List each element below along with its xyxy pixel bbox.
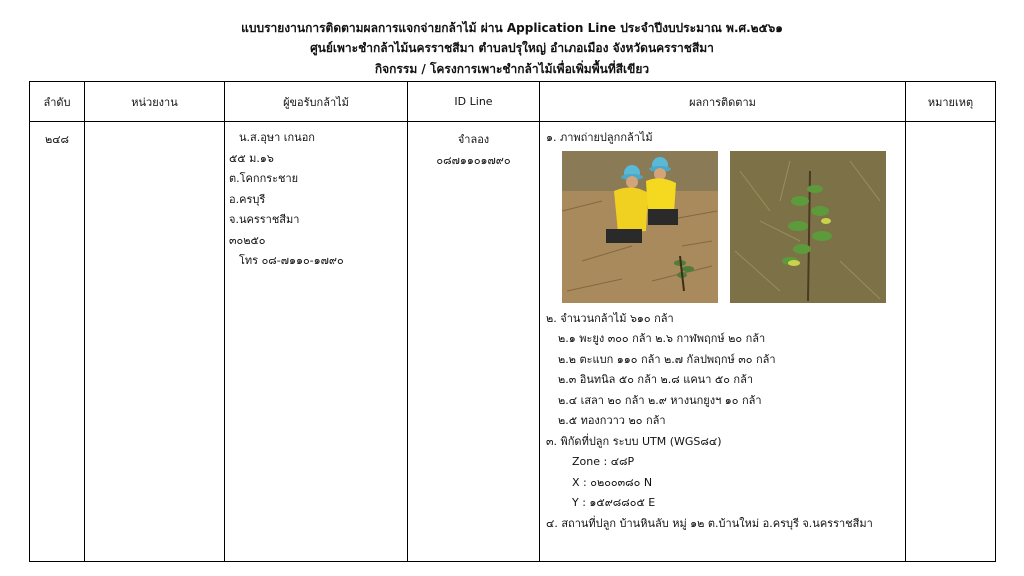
report-table — [29, 81, 996, 562]
col-header-id-line: ID Line — [408, 82, 540, 122]
row-id-line — [408, 122, 540, 562]
id-line-number: ๐๘๗๑๑๐๑๗๙๐ — [436, 153, 511, 167]
col-header-agency: หน่วยงาน — [85, 82, 225, 122]
planting-photo — [562, 151, 718, 303]
recipient-phone: โทร ๐๘-๗๑๑๐-๑๗๙๐ — [239, 254, 344, 267]
coordinate-heading: ๓. พิกัดที่ปลูก ระบบ UTM (WGS๘๔) — [546, 434, 722, 448]
row-number: ๒๔๘ — [30, 122, 85, 562]
table-row — [30, 122, 996, 562]
species-line-5: ๒.๕ ทองกวาว ๒๐ กล้า — [558, 414, 666, 427]
recipient-postcode: ๓๐๒๕๐ — [229, 233, 266, 247]
col-header-result: ผลการติดตาม — [540, 82, 906, 122]
species-line-4: ๒.๔ เสลา ๒๐ กล้า ๒.๙ หางนกยูงฯ ๑๐ กล้า — [558, 393, 762, 407]
planting-location: ๔. สถานที่ปลูก บ้านหินลับ หมู่ ๑๒ ต.บ้านใหม่ อ.ครบุรี จ.นครราชสีมา — [546, 516, 873, 530]
species-line-1: ๒.๑ พะยูง ๓๐๐ กล้า ๒.๖ กาฬพฤกษ์ ๒๐ กล้า — [558, 332, 766, 345]
report-title: แบบรายงานการติดตามผลการแจกจ่ายกล้าไม้ ผ่าน Application Line ประจำปีงบประมาณ พ.ศ.๒๕๖๑ — [241, 21, 783, 35]
col-header-no: ลำดับ — [30, 82, 85, 122]
recipient-address-house: ๕๕ ม.๑๖ — [229, 151, 274, 165]
row-result — [540, 122, 906, 562]
table-header-row — [30, 82, 996, 122]
seedling-count: ๒. จำนวนกล้าไม้ ๖๑๐ กล้า — [546, 311, 674, 325]
photo-heading: ๑. ภาพถ่ายปลูกกล้าไม้ — [546, 131, 653, 144]
row-remark — [906, 122, 996, 562]
col-header-remark: หมายเหตุ — [906, 82, 996, 122]
report-subtitle-center: ศูนย์เพาะชำกล้าไม้นครราชสีมา ตำบลปรุใหญ่ อำเภอเมือง จังหวัดนครราชสีมา — [310, 41, 714, 55]
utm-zone: Zone : ๔๘P — [572, 455, 635, 468]
recipient-address-province: จ.นครราชสีมา — [229, 213, 300, 226]
recipient-name: น.ส.อุษา เกนอก — [239, 131, 315, 144]
utm-x: X : ๐๒๐๐๓๘๐ N — [572, 475, 653, 489]
recipient-address-district: อ.ครบุรี — [229, 192, 266, 206]
row-agency — [85, 122, 225, 562]
species-line-2: ๒.๒ ตะแบก ๑๑๐ กล้า ๒.๗ กัลปพฤกษ์ ๓๐ กล้า — [558, 352, 776, 366]
seedling-photo — [730, 151, 886, 303]
recipient-address-subdistrict: ต.โคกกระชาย — [229, 172, 299, 185]
col-header-recipient: ผู้ขอรับกล้าไม้ — [225, 82, 408, 122]
species-line-3: ๒.๓ อินทนิล ๕๐ กล้า ๒.๘ แคนา ๕๐ กล้า — [558, 373, 753, 386]
utm-y: Y : ๑๕๙๘๘๐๕ E — [572, 496, 656, 509]
photo-row — [562, 151, 905, 303]
row-recipient — [225, 122, 408, 562]
report-subtitle-activity: กิจกรรม / โครงการเพาะชำกล้าไม้เพื่อเพิ่มพื้นที่สีเขียว — [374, 62, 650, 76]
id-line-name: จำลอง — [457, 133, 490, 146]
